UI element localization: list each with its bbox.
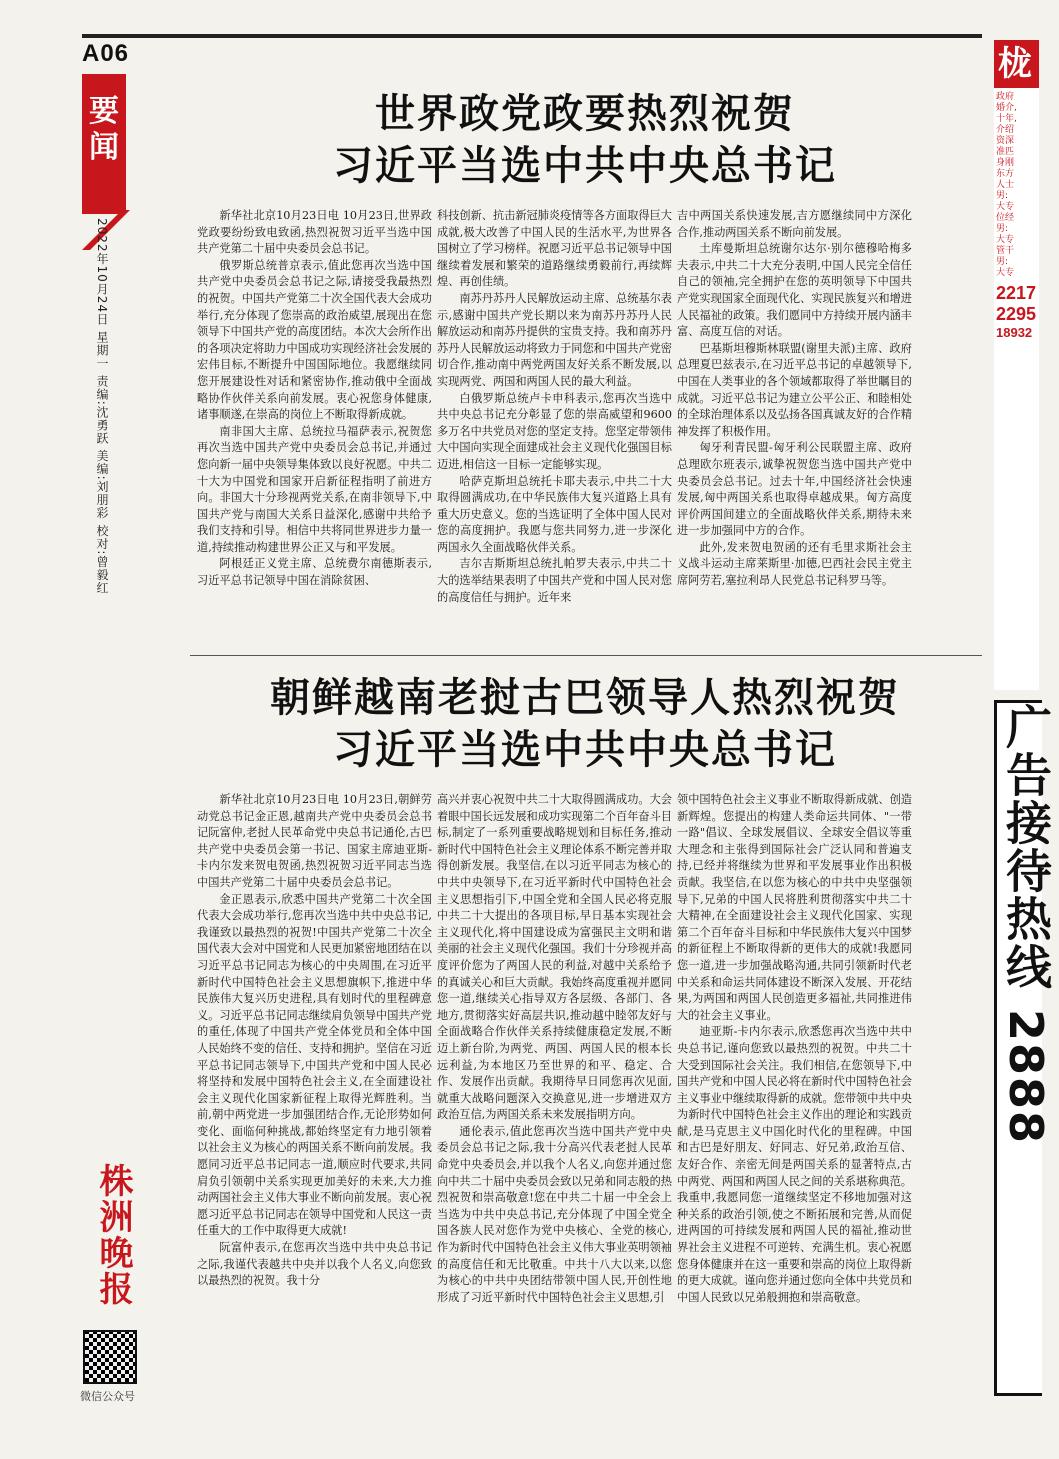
paragraph: 高兴并衷心祝贺中共二十大取得圆满成功。大会着眼中国长远发展和成功实现第二个百年奋斗目标,制定了一系列重要战略规划和目标任务,推动新时代中国特色社会主义理论体系不断完善并取得创新发展。我坚信,在以习近平同志为核心的中共中央领导下,在习近平新时代中国特色社会主义思想指引下,中国全党和全国人民必将克服中共二十大提出的各项目标,早日基本实现社会主义现代化,将中国建设成为富强民主文明和谐美丽的社会主义现代化强国。我们十分珍视并高度评价您为了两国人民的利益,对越中关系给予的真诚关心和巨大贡献。我始终高度重视并愿同您一道,继续关心指导双方各层级、各部门、各地方,贯彻落实好高层共识,推动越中睦邻友好与全面战略合作伙伴关系持续健康稳定发展,不断迈上新台阶,为两党、两国、两国人民的根本长远利益,为本地区乃至世界的和平、稳定、合作、发展作出贡献。我期待早日同您再次见面,就重大战略问题深入交换意见,进一步增进双方政治互信,为两国关系未来发展指明方向。 <box>437 793 672 1122</box>
paragraph: 吉尔吉斯斯坦总统扎帕罗夫表示,中共二十大的选举结果表明了中国共产党和中国人民对您的高度信任与拥护。近年来 <box>437 557 672 604</box>
article-divider <box>190 655 982 656</box>
paragraph: 新华社北京10月23日电 10月23日,世界政党政要纷纷致电致函,热烈祝贺习近平当选中国共产党第二十届中央委员会总书记。 <box>197 209 432 256</box>
paragraph: 哈萨克斯坦总统托卡耶夫表示,中共二十大取得圆满成功,在中华民族伟大复兴道路上具有重大历史意义。您的当选证明了全体中国人民对您的高度拥护。我愿与您共同努力,进一步深化两国永久全面战略伙伴关系。 <box>437 474 672 554</box>
paragraph: 白俄罗斯总统卢卡申科表示,您再次当选中共中央总书记充分彰显了您的崇高威望和9600多万名中共党员对您的坚定支持。您坚定带领伟大中国向实现全面建成社会主义现代化强国目标迈进,相信这一目标一定能够实现。 <box>437 391 672 471</box>
article1-column-3 <box>677 208 912 648</box>
article1-column-2 <box>437 208 672 648</box>
paragraph: 科技创新、抗击新冠肺炎疫情等各方面取得巨大成就,极大改善了中国人民的生活水平,为世界各国树立了学习榜样。祝愿习近平总书记领导中国继续着发展和繁荣的道路继续勇毅前行,再续辉煌、再创佳绩。 <box>437 209 672 289</box>
paragraph: 吉中两国关系快速发展,吉方愿继续同中方深化合作,推动两国关系不断向前发展。 <box>677 209 912 239</box>
paragraph: 土库曼斯坦总统谢尔达尔·别尔德穆哈梅多夫表示,中共二十大充分表明,中国人民完全信任自己的领袖,完全拥护在您的英明领导下中国共产党实现国家全面现代化、实现民族复兴和增进人民福祉的政策。我们愿同中方持续开展内涵丰富、高度互信的对话。 <box>677 242 912 339</box>
newspaper-logo: 株洲晚报 <box>93 1163 133 1307</box>
paragraph: 通伦表示,值此您再次当选中国共产党中央委员会总书记之际,我十分高兴代表老挝人民革命党中央委员会,并以我个人名义,向您并通过您向中共二十届中央委员会致以兄弟和同志般的热烈祝贺和崇高敬意!您在中共二十届一中全会上当选为中共中央总书记,充分体现了中国全党全国各族人民对您作为党中央核心、全党的核心,作为新时代中国特色社会主义伟大事业英明领袖的高度信任和无比敬重。中共十八大以来,以您为核心的中共中央团结带领中国人民,开创性地形成了习近平新时代中国特色社会主义思想,引 <box>437 1124 672 1304</box>
section-tab <box>82 74 126 214</box>
article1-headline <box>190 88 980 192</box>
page-number: A06 <box>82 40 130 67</box>
paragraph: 此外,发来贺电贺函的还有毛里求斯社会主义战斗运动主席莱斯里·加德,巴西社会民主党主席阿劳若,塞拉利昂人民党总书记科罗马等。 <box>677 540 912 588</box>
article2-column-2 <box>437 792 672 1372</box>
paragraph: 南非国大主席、总统拉马福萨表示,祝贺您再次当选中国共产党中央委员会总书记,并通过您向新一届中央领导集体致以良好祝愿。中共二十大为中国党和国家开启新征程指明了前进方向。非国大十分珍视两党关系,在南非领导下,中国共产党与南国大关系日益深化,感谢中共给予我们支持和引导。相信中共将同世界进步力量一道,持续推动构建世界公正又与和平发展。 <box>197 424 432 554</box>
paragraph: 匈牙利青民盟-匈牙利公民联盟主席、政府总理欧尔班表示,诚挚祝贺您当选中国共产党中央委员会总书记。过去十年,中国经济社会快速发展,匈中两国关系也取得卓越成果。匈方高度评价两国间建立的全面战略伙伴关系,期待未来进一步加强同中方的合作。 <box>677 441 912 538</box>
article1-title-line2: 习近平当选中共中央总书记 <box>333 143 837 189</box>
article2-title-line2: 习近平当选中共中央总书记 <box>333 727 837 773</box>
right-ad-top <box>994 40 1039 690</box>
article2-headline <box>190 672 980 776</box>
ad-top-body: 政府 婚介, 十年, 介绍 资深 准匹 身刚 东方 人士 男: 大专 位经 男: 大专 管干 男: 大专 <box>996 92 1017 278</box>
article2-column-1 <box>197 792 432 1372</box>
paragraph: 新华社北京10月23日电 10月23日,朝鲜劳动党总书记金正恩,越南共产党中央委员会总书记阮富仲,老挝人民革命党中央总书记通伦,古巴共产党中央委员会第一书记、国家主席迪亚斯-卡内尔发来贺电贺函,热烈祝贺习近平同志当选中国共产党第二十届中央委员会总书记。 <box>197 793 432 889</box>
ad-top-title: 栊 <box>994 40 1039 88</box>
ad-top-phone1: 2217 <box>996 283 1037 303</box>
paragraph: 阿根廷正义党主席、总统费尔南德斯表示,习近平总书记领导中国在消除贫困、 <box>197 557 432 588</box>
section-label: 要闻 <box>89 94 119 165</box>
paragraph: 巴基斯坦穆斯林联盟(谢里夫派)主席、政府总理夏巴兹表示,在习近平总书记的卓越领导下,中国在人类事业的各个领域都取得了举世瞩目的成就。习近平总书记为建立公平公正、和睦相处的全球治理体系以及弘扬各国真诚友好的合作精神发挥了积极作用。 <box>677 341 912 438</box>
paragraph: 迪亚斯-卡内尔表示,欣悉您再次当选中共中央总书记,谨向您致以最热烈的祝贺。中共二十大受到国际社会关注。我们相信,在您领导下,中国共产党和中国人民必将在新时代中国特色社会主义事业中继续取得新的成就。您带领中共中央为新时代中国特色社会主义作出的理论和实践贡献,是马克思主义中国化时代化的里程碑。中国和古巴是好朋友、好同志、好兄弟,政治互信、友好合作、亲密无间是两国关系的显著特点,古中两党、两国和两国人民之间的关系堪称典范。我重申,我愿同您一道继续坚定不移地加强对这种关系的政治引领,使之不断拓展和完善,从而促进两国的可持续发展和两国人民的福祉,推动世界社会主义进程不可逆转、充满生机。衷心祝愿您身体健康并在这一重要和崇高的岗位上取得新的更大成就。谨向您并通过您向全体中共党员和中国人民致以兄弟般拥抱和崇高敬意。 <box>677 1025 912 1304</box>
paragraph: 金正恩表示,欣悉中国共产党第二十次全国代表大会成功举行,您再次当选中共中央总书记,我谨致以最热烈的祝贺!中国共产党第二十次全国代表大会对中国党和人民更加紧密地团结在以习近平总书记同志为核心的中央周围,在习近平新时代中国特色社会主义思想旗帜下,推进中华民族伟大复兴历史进程,具有划时代的里程碑意义。习近平总书记同志继续肩负领导中国共产党的重任,体现了中国共产党全体党员和全体中国人民始终不变的信任、支持和拥护。坚信在习近平总书记同志领导下,中国共产党和中国人民必将坚持和发展中国特色社会主义,在全面建设社会主义现代化国家新征程上取得光辉胜利。当前,朝中两党进一步加强团结合作,无论形势如何变化、面临何种挑战,都始终坚定有力地引领着以社会主义为核心的两国关系不断向前发展。我愿同习近平总书记同志一道,顺应时代要求,共同肩负引领朝中关系实现更加美好的未来,大力推动两国社会主义伟大事业不断向前发展。衷心祝愿习近平总书记同志在领导中国党和人民这一责任重大的工作中取得更大成就! <box>197 892 432 1238</box>
article2-column-3 <box>677 792 912 1372</box>
paragraph: 俄罗斯总统普京表示,值此您再次当选中国共产党中央委员会总书记之际,请接受我最热烈的祝贺。中国共产党第二十次全国代表大会成功举行,充分体现了您崇高的政治威望,展现出在您领导下中国共产党的高度团结。本次大会所作出的各项决定将助力中国成功实现经济社会发展的宏伟目标,不断提升中国国际地位。我愿继续同您开展建设性对话和紧密协作,推动俄中全面战略协作伙伴关系向前发展。衷心祝您身体健康,诸事顺遂,在崇高的岗位上不断取得新成就。 <box>197 258 432 422</box>
paragraph: 领中国特色社会主义事业不断取得新成就、创造新辉煌。您提出的构建人类命运共同体、"一带一路"倡议、全球发展倡议、全球安全倡议等重大理念和主张得到国际社会广泛认同和普遍支持,已经并将继续为世界和平发展事业作出积极贡献。我坚信,在以您为核心的中共中央坚强领导下,兄弟的中国人民将胜利贯彻落实中共二十大精神,在全面建设社会主义现代化国家、实现第二个百年奋斗目标和中华民族伟大复兴中国梦的新征程上不断取得新的更伟大的成就!我愿同您一道,进一步加强战略沟通,共同引领新时代老中关系和命运共同体建设不断深入发展、开花结果,为两国和两国人民创造更多福祉,共同推进伟大的社会主义事业。 <box>677 793 912 1022</box>
article2-title-line1: 朝鲜越南老挝古巴领导人热烈祝贺 <box>270 675 900 721</box>
ad-top-phone2: 2295 <box>996 304 1037 324</box>
paragraph: 阮富仲表示,在您再次当选中共中央总书记之际,我谨代表越共中央并以我个人名义,向您致以最热烈的祝贺。我十分 <box>197 1241 432 1288</box>
qr-code-icon <box>83 1330 137 1384</box>
article1-title-line1: 世界政党政要热烈祝贺 <box>375 91 795 137</box>
qr-label: 微信公众号 <box>80 1390 135 1403</box>
top-rule <box>82 34 982 38</box>
ad-bottom-text: 广告接待热线 2888 <box>999 703 1053 1146</box>
article1-column-1 <box>197 208 432 648</box>
ad-top-wechat: 18932 <box>996 325 1033 340</box>
right-ad-bottom <box>994 700 1053 1396</box>
paragraph: 南苏丹苏丹人民解放运动主席、总统基尔表示,感谢中国共产党长期以来为南苏丹苏丹人民解放运动和南苏丹提供的宝贵支持。我和南苏丹苏丹人民解放运动将致力于同您和中国共产党密切合作,推动南中两党两国友好关系不断发展,以实现两党、两国和两国人民的最大利益。 <box>437 291 672 388</box>
page-dateline: 2022年10月24日 星期一 责编:沈勇跃 美编:刘朋彩 校对:曾毅红 <box>95 218 109 595</box>
